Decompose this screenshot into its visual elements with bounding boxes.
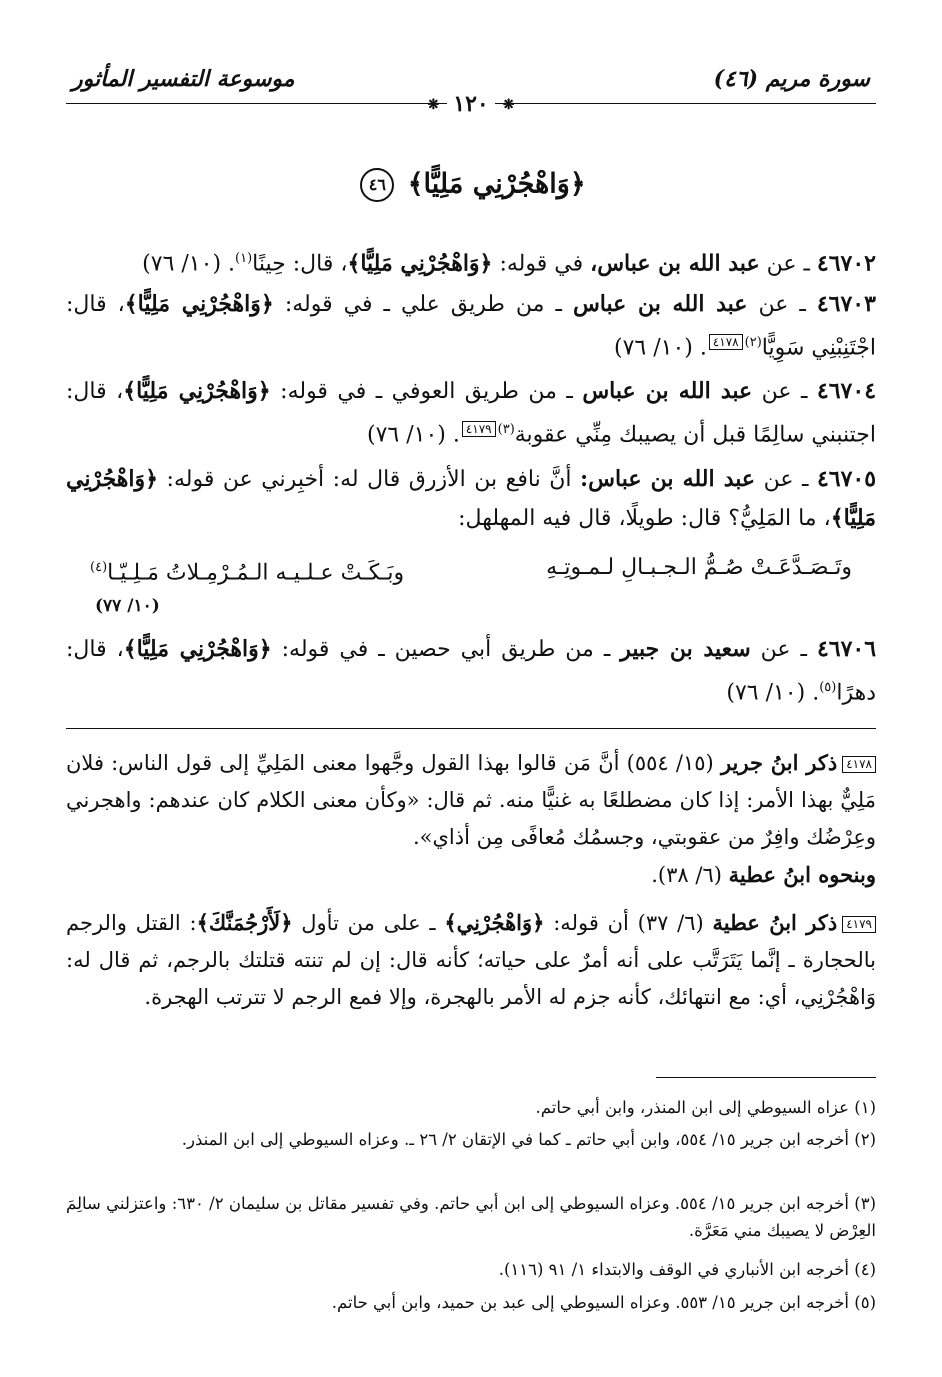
entry-chain: ـ من طريق العوفي ـ في قوله: — [280, 379, 573, 404]
commentary-box-number: ٤١٧٩ — [842, 916, 876, 933]
volume-page-ref: . (١٠/ ٧٦) — [613, 335, 707, 361]
verse-number-badge: ٤٦ — [360, 168, 394, 202]
entry-number: ٤٦٧٠٦ — [816, 636, 877, 662]
commentary-extra-text: (٦/ ٣٨). — [651, 863, 722, 887]
entry-text: ، قال: حِينًا — [252, 251, 348, 277]
footnote: (٤) أخرجه ابن الأنباري في الوقف والابتداء ١/ ٩١ (١١٦). — [498, 1260, 876, 1279]
narration-entry — [66, 630, 876, 712]
volume-page-ref: . (١٠/ ٧٦) — [142, 251, 236, 277]
entry-text: ، قال: دهرًا — [66, 637, 876, 706]
entry-number: ٤٦٧٠٢ — [816, 250, 876, 277]
entry-pre: عن — [760, 637, 791, 662]
entry-number: ٤٦٧٠٤ — [816, 378, 877, 404]
footnote: (٣) أخرجه ابن جرير ١٥/ ٥٥٤. وعزاه السيوطي إلى ابن أبي حاتم. وفي تفسير مقاتل بن سليمان ٢/ ٦٣٠: واعتزلني سالِمَ العِرْض لا يصيبك مني مَعَرَّة. — [66, 1194, 876, 1240]
narration-entry — [66, 372, 876, 454]
volume-page-ref: . (١٠/ ٧٦) — [726, 680, 820, 706]
entry-pre: عن — [758, 292, 789, 317]
entry-dash: ـ — [799, 292, 806, 317]
verse-heading — [0, 168, 942, 202]
commentary-box-ref: ٤١٧٩ — [462, 421, 496, 437]
commentary-text: ـ على من تأول — [301, 911, 436, 935]
quran-quote: ﴿وَاهْجُرْنِي مَلِيًّا﴾ — [123, 636, 272, 662]
commentary-box-number: ٤١٧٨ — [842, 756, 876, 773]
entry-chain: في قوله: — [499, 251, 584, 277]
commentary-note — [66, 904, 876, 1016]
entry-text: ، ما المَلِيُّ؟ قال: طويلًا، قال فيه المهلهل: — [458, 506, 831, 531]
narration-entry — [66, 285, 876, 367]
footnote-marker: (٤) — [90, 560, 108, 575]
page-number: ١٢٠ — [447, 90, 494, 118]
quran-quote: ﴿وَاهْجُرْنِي مَلِيًّا﴾ — [124, 291, 274, 317]
footnote-marker: (٢) — [744, 335, 762, 350]
entry-chain: أنَّ نافع بن الأزرق قال له: أخبِرني عن قوله: — [166, 467, 572, 492]
entry-text: ، قال: اجْتَنِبْنِي سَوِيًّا — [66, 292, 876, 361]
footnote: (٢) أخرجه ابن جرير ١٥/ ٥٥٤، وابن أبي حاتم ـ كما في الإتقان ٢/ ٢٦ ـ. وعزاه السيوطي إلى ابن المنذر. — [181, 1130, 876, 1149]
page-number-row — [0, 90, 942, 119]
ornament-icon: ❋ — [427, 97, 440, 113]
entry-chain: ـ من طريق علي ـ في قوله: — [284, 292, 562, 317]
entry-number: ٤٦٧٠٣ — [816, 291, 876, 317]
quran-quote: ﴿وَاهْجُرْنِي﴾ — [444, 910, 545, 935]
narration-entry — [66, 240, 876, 283]
footnote-marker: (٥) — [819, 680, 837, 695]
narrator-name: عبد الله بن عباس: — [580, 466, 756, 492]
footnote: (١) عزاه السيوطي إلى ابن المنذر، وابن أبي حاتم. — [535, 1098, 876, 1117]
footnote-marker: (١) — [235, 251, 253, 266]
entry-dash: ـ — [801, 467, 809, 492]
commentary-separator — [66, 728, 876, 729]
entry-pre: عن — [766, 251, 797, 277]
commentary-text: (٦/ ٣٧) أن قوله: — [553, 911, 704, 935]
entry-dash: ـ — [800, 637, 807, 662]
entry-dash: ـ — [803, 251, 810, 277]
quran-quote: ﴿وَاهْجُرْنِي مَلِيًّا﴾ — [123, 378, 271, 404]
footnote: (٥) أخرجه ابن جرير ١٥/ ٥٥٣. وعزاه السيوطي إلى عبد بن حميد، وابن أبي حاتم. — [331, 1293, 876, 1312]
entry-pre: عن — [761, 379, 792, 404]
narration-entry — [66, 460, 876, 538]
narrator-name: سعيد بن جبير — [620, 636, 751, 662]
commentary-box-ref: ٤١٧٨ — [709, 334, 743, 350]
ornament-icon: ❋ — [502, 97, 515, 113]
narrator-name: عبد الله بن عباس، — [590, 250, 760, 277]
quran-quote: ﴿وَاهْجُرْنِي مَلِيًّا﴾ — [347, 250, 493, 277]
commentary-note — [66, 744, 876, 894]
entry-chain: ـ من طريق أبي حصين ـ في قوله: — [281, 637, 611, 662]
entry-text: ، قال: اجتنبني سالِمًا قبل أن يصيبك مِنِّي عقوبة — [66, 379, 876, 448]
commentary-lead: ذكر ابنُ جرير — [720, 750, 838, 775]
quran-quote: ﴿لَأَرْجُمَنَّكَ﴾ — [196, 910, 293, 935]
quran-quote: ﴿وَاهْجُرْنِي مَلِيًّا﴾ — [66, 466, 876, 531]
footnote-separator — [656, 1077, 876, 1078]
poem-verse — [90, 551, 852, 590]
commentary-lead: ذكر ابنُ عطية — [712, 910, 838, 935]
commentary-text: (١٥/ ٥٥٤) أنَّ مَن قالوا بهذا القول وجَّهوا معنى المَلِيِّ إلى قول الناس: فلان مَلِيٌّ بهذا الأمر: إذا كان مضطلعًا به غنيًّا منه. ثم قال: «وكأن معنى الكلام كان عندهم: واهجرني وعِرْضُك وافِرٌ من عقوبتي، وجسمُك مُعافًى مِن أذاي». — [66, 751, 876, 849]
narrator-name: عبد الله بن عباس — [572, 291, 748, 317]
entry-dash: ـ — [800, 379, 808, 404]
entry-pre: عن — [763, 467, 794, 492]
volume-page-ref: . (١٠/ ٧٦) — [366, 422, 460, 448]
surah-label: سورة مريم (٤٦) — [713, 66, 870, 92]
footnote-marker: (٣) — [497, 422, 515, 437]
book-title: موسوعة التفسير المأثور — [72, 66, 295, 92]
entry-number: ٤٦٧٠٥ — [816, 466, 877, 492]
poem-hemistich-2-wrap — [90, 551, 404, 590]
commentary-extra-lead: وبنحوه ابنُ عطية — [728, 862, 876, 887]
narrator-name: عبد الله بن عباس — [582, 378, 753, 404]
verse-heading-text: ﴿وَاهْجُرْنِي مَلِيًّا﴾ — [407, 168, 586, 200]
commentary-text: : القتل والرجم بالحجارة ـ إنَّما يَتَرَتَّب على أنه أمرٌ على حياته؛ كأنه قال: إن لم تنته قتلتك بالرجم، ثم قال له: وَاهْجُرْنِي، أي: مع انتهائك، كأنه جزم له الأمر بالهجرة، وإلا فمع الرجم لا تترتب الهجرة. — [66, 911, 876, 1009]
poem-hemistich-1: وتَـصَـدَّعَـتْ صُـمُّ الـجـبـالِ لـمـوتِـهِ — [546, 555, 852, 580]
poem-hemistich-2: وبَـكَـتْ عـلـيـه الـمُـرْمِـلاتُ مَـلِـيّـا — [107, 560, 405, 586]
volume-page-ref: (١٠/ ٧٧) — [95, 596, 160, 616]
